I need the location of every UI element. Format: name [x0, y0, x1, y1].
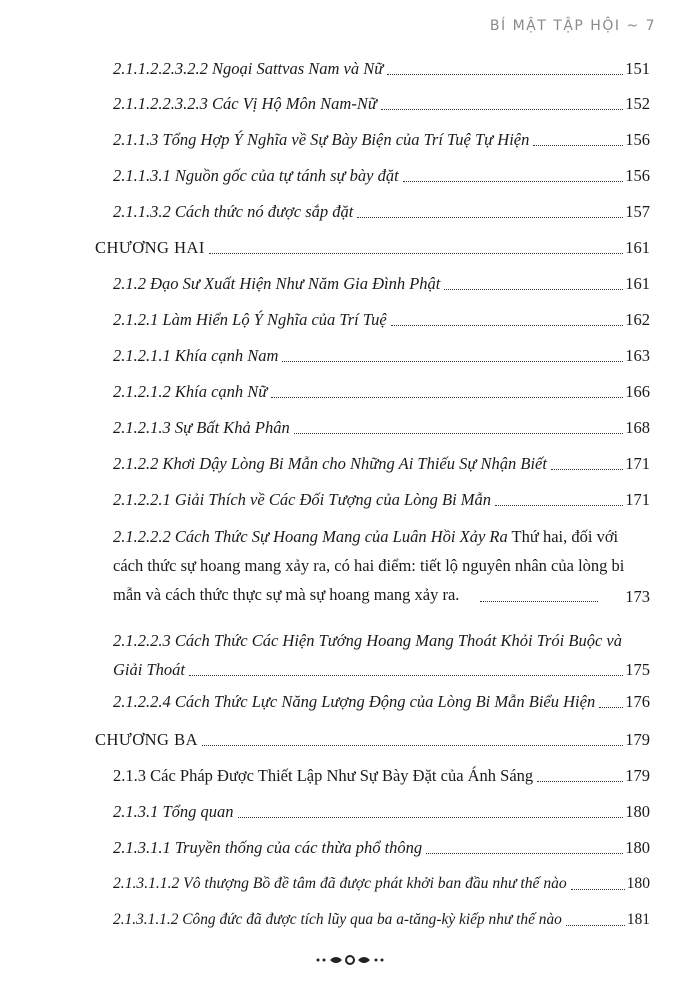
toc-entry[interactable]	[113, 522, 650, 609]
dot-leader	[357, 216, 623, 218]
toc-entry-page: 181	[626, 911, 650, 928]
toc-entry-page: 171	[625, 454, 650, 473]
toc-entry[interactable]	[113, 798, 650, 826]
toc-entry-title: 2.1.2.2.2 Cách Thức Sự Hoang Mang của Luân Hồi Xảy Ra	[113, 527, 508, 546]
toc-chapter-entry[interactable]	[95, 234, 650, 262]
toc-entry-page: 176	[625, 692, 650, 711]
toc-chapter-title: CHƯƠNG BA	[95, 730, 199, 749]
toc-entry-page: 152	[625, 94, 650, 113]
toc-entry-title: 2.1.2.2.1 Giải Thích về Các Đối Tượng của Lòng Bi Mẫn	[113, 490, 492, 509]
toc-entry-page: 157	[625, 202, 650, 221]
toc-entry[interactable]	[113, 834, 650, 862]
toc-entry[interactable]	[113, 126, 650, 154]
dot-leader	[282, 360, 623, 362]
dot-leader	[381, 108, 623, 110]
dot-leader	[533, 144, 623, 146]
toc-entry[interactable]	[113, 162, 650, 190]
toc-entry[interactable]	[113, 55, 650, 83]
dot-leader	[599, 706, 623, 708]
toc-entry-title: 2.1.1.3.2 Cách thức nó được sắp đặt	[113, 202, 354, 221]
dot-leader	[480, 601, 598, 602]
dot-leader	[537, 780, 623, 782]
toc-entry-page: 162	[625, 310, 650, 329]
dot-leader	[238, 816, 624, 818]
dot-leader	[294, 432, 624, 434]
dot-leader	[571, 888, 625, 890]
toc-entry-title: 2.1.3.1.1.2 Công đức đã được tích lũy qua ba a-tăng-kỳ kiếp như thế nào	[113, 911, 562, 928]
dot-leader	[202, 744, 623, 746]
toc-chapter-title: CHƯƠNG HAI	[95, 238, 205, 257]
toc-entry-title: 2.1.1.3 Tổng Hợp Ý Nghĩa về Sự Bày Biện của Trí Tuệ Tự Hiện	[113, 130, 530, 149]
dot-leader	[403, 180, 624, 182]
toc-chapter-entry[interactable]	[95, 726, 650, 754]
toc-entry-page: 180	[626, 875, 650, 892]
footer-ornament	[0, 950, 700, 970]
dot-leader	[426, 852, 623, 854]
toc-entry-page: 171	[625, 490, 650, 509]
toc-entry-page: 151	[625, 59, 650, 78]
dot-leader	[189, 674, 623, 676]
toc-entry[interactable]	[113, 906, 650, 934]
toc-entry[interactable]	[113, 626, 650, 684]
toc-entry-title: 2.1.3.1 Tổng quan	[113, 802, 234, 821]
toc-entry-page: 180	[625, 838, 650, 857]
toc-entry[interactable]	[113, 486, 650, 514]
toc-entry-title: 2.1.3.1.1.2 Vô thượng Bồ đề tâm đã được phát khởi ban đầu như thế nào	[113, 875, 567, 892]
toc-entry-page: 156	[625, 166, 650, 185]
dot-leader	[387, 73, 623, 75]
toc-entry-title: 2.1.2 Đạo Sư Xuất Hiện Như Năm Gia Đình Phật	[113, 274, 441, 293]
toc-entry-title: 2.1.1.2.2.3.2.2 Ngoại Sattvas Nam và Nữ	[113, 59, 384, 78]
toc-entry-title: 2.1.3.1.1 Truyền thống của các thừa phổ thông	[113, 838, 423, 857]
toc-entry[interactable]	[113, 306, 650, 334]
toc-entry-title: 2.1.2.2.3 Cách Thức Các Hiện Tướng Hoang Mang Thoát Khỏi Trói Buộc và	[113, 631, 622, 650]
dot-leader	[551, 468, 623, 470]
toc-entry-title: 2.1.1.2.2.3.2.3 Các Vị Hộ Môn Nam-Nữ	[113, 94, 377, 113]
toc-entry-page: 168	[625, 418, 650, 437]
toc-entry[interactable]	[113, 198, 650, 226]
toc-entry-page: 166	[625, 382, 650, 401]
toc-entry-title: 2.1.2.2.4 Cách Thức Lực Năng Lượng Động của Lòng Bi Mẫn Biểu Hiện	[113, 692, 596, 711]
toc-entry-page: 180	[625, 802, 650, 821]
toc-entry-page: 161	[625, 238, 650, 257]
dot-leader	[391, 324, 624, 326]
toc-entry-title: 2.1.2.2 Khơi Dậy Lòng Bi Mẫn cho Những Ai Thiếu Sự Nhận Biết	[113, 454, 547, 473]
running-head: BÍ MẬT TẬP HỘI ~ 7	[489, 18, 656, 34]
toc-entry-note: Thứ hai, đối với cách thức sự hoang mang xảy ra, có hai điểm: tiết lộ nguyên nhân của lòng bi mẫn và cách thức thực sự mà sự hoang mang xảy ra.	[113, 527, 625, 604]
toc-entry-title-cont: Giải Thoát	[113, 660, 185, 679]
toc-entry-title: 2.1.2.1.2 Khía cạnh Nữ	[113, 382, 268, 401]
toc-entry-title: 2.1.1.3.1 Nguồn gốc của tự tánh sự bày đặt	[113, 166, 399, 185]
toc-entry[interactable]	[113, 378, 650, 406]
dot-leader	[495, 504, 623, 506]
toc-entry-page: 163	[625, 346, 650, 365]
toc-entry[interactable]	[113, 688, 650, 716]
toc-entry-page: 179	[625, 766, 650, 785]
toc-entry-page: 179	[625, 730, 650, 749]
toc-entry[interactable]	[113, 90, 650, 118]
toc-entry[interactable]	[113, 870, 650, 898]
dot-leader	[271, 396, 623, 398]
dot-leader	[566, 924, 625, 926]
toc-entry[interactable]	[113, 762, 650, 790]
toc-entry[interactable]	[113, 342, 650, 370]
toc-entry-title: 2.1.2.1 Làm Hiển Lộ Ý Nghĩa của Trí Tuệ	[113, 310, 387, 329]
toc-entry-title: 2.1.3 Các Pháp Được Thiết Lập Như Sự Bày Đặt của Ánh Sáng	[113, 766, 534, 785]
dot-leader	[209, 252, 623, 254]
toc-entry-page: 156	[625, 130, 650, 149]
toc-entry[interactable]	[113, 450, 650, 478]
toc-entry[interactable]	[113, 414, 650, 442]
toc-entry-page: 161	[625, 274, 650, 293]
toc-entry-page: 175	[625, 660, 650, 679]
toc-entry[interactable]	[113, 270, 650, 298]
dot-leader	[444, 288, 623, 290]
toc-entry-title: 2.1.2.1.3 Sự Bất Khả Phân	[113, 418, 290, 437]
toc-entry-title: 2.1.2.1.1 Khía cạnh Nam	[113, 346, 279, 365]
ornament-icon	[310, 950, 390, 970]
toc-entry-page: 173	[600, 582, 650, 611]
